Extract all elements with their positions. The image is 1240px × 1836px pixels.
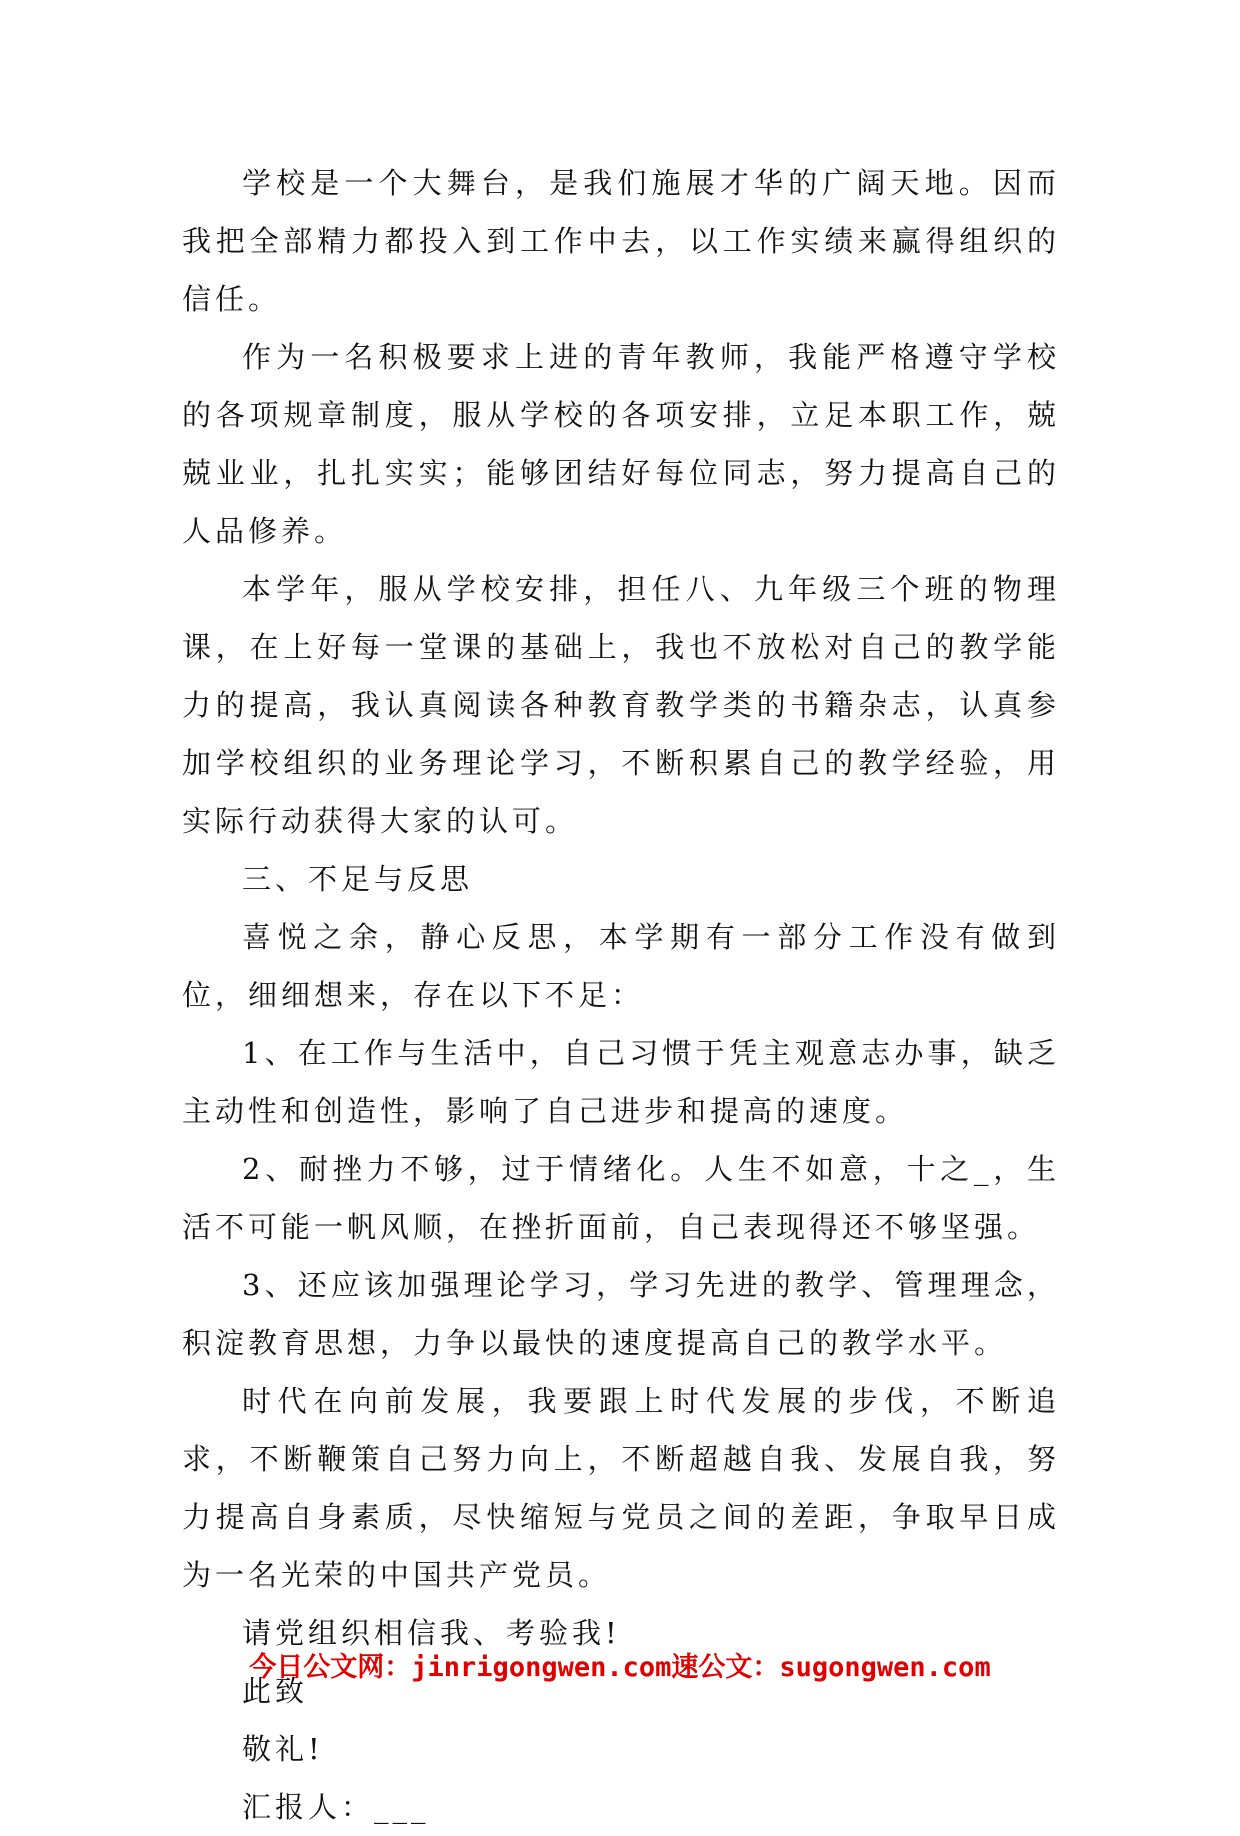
- footer-watermark: [0, 1645, 1240, 1684]
- salutation-jing-li: 敬礼!: [242, 1732, 324, 1766]
- footer-site1-name: 今日公文网：: [249, 1652, 412, 1683]
- paragraph-1: 学校是一个大舞台，是我们施展才华的广阔天地。因而我把全部精力都投入到工作中去，以工作实绩来赢得组织的信任。: [182, 166, 1060, 316]
- footer-site2-url[interactable]: sugongwen.com: [779, 1652, 991, 1683]
- footer-site2-name: 速公文：: [671, 1652, 780, 1683]
- paragraph-4: 喜悦之余，静心反思，本学期有一部分工作没有做到位，细细想来，存在以下不足：: [182, 920, 1060, 1012]
- reporter-line: 汇报人：___: [242, 1790, 430, 1824]
- footer-site1-url[interactable]: jinrigongwen.com: [411, 1652, 672, 1683]
- list-item-3: 3、还应该加强理论学习，学习先进的教学、管理理念，积淀教育思想，力争以最快的速度提高自己的教学水平。: [182, 1268, 1060, 1360]
- salutation-ci-zhi: 此致: [242, 1674, 309, 1708]
- document-body: [182, 154, 1060, 1836]
- paragraph-2: 作为一名积极要求上进的青年教师，我能严格遵守学校的各项规章制度，服从学校的各项安排，立足本职工作，兢兢业业，扎扎实实；能够团结好每位同志，努力提高自己的人品修养。: [182, 340, 1060, 548]
- paragraph-5: 时代在向前发展，我要跟上时代发展的步伐，不断追求，不断鞭策自己努力向上，不断超越自我、发展自我，努力提高自身素质，尽快缩短与党员之间的差距，争取早日成为一名光荣的中国共产党员。: [182, 1384, 1060, 1592]
- paragraph-3: 本学年，服从学校安排，担任八、九年级三个班的物理课，在上好每一堂课的基础上，我也不放松对自己的教学能力的提高，我认真阅读各种教育教学类的书籍杂志，认真参加学校组织的业务理论学习，不断积累自己的教学经验，用实际行动获得大家的认可。: [182, 572, 1060, 838]
- list-item-2: 2、耐挫力不够，过于情绪化。人生不如意，十之_，生活不可能一帆风顺，在挫折面前，自己表现得还不够坚强。: [182, 1152, 1060, 1244]
- closing-request: 请党组织相信我、考验我!: [242, 1616, 621, 1650]
- section-heading: 三、不足与反思: [242, 862, 474, 896]
- list-item-1: 1、在工作与生活中，自己习惯于凭主观意志办事，缺乏主动性和创造性，影响了自己进步和提高的速度。: [182, 1036, 1060, 1128]
